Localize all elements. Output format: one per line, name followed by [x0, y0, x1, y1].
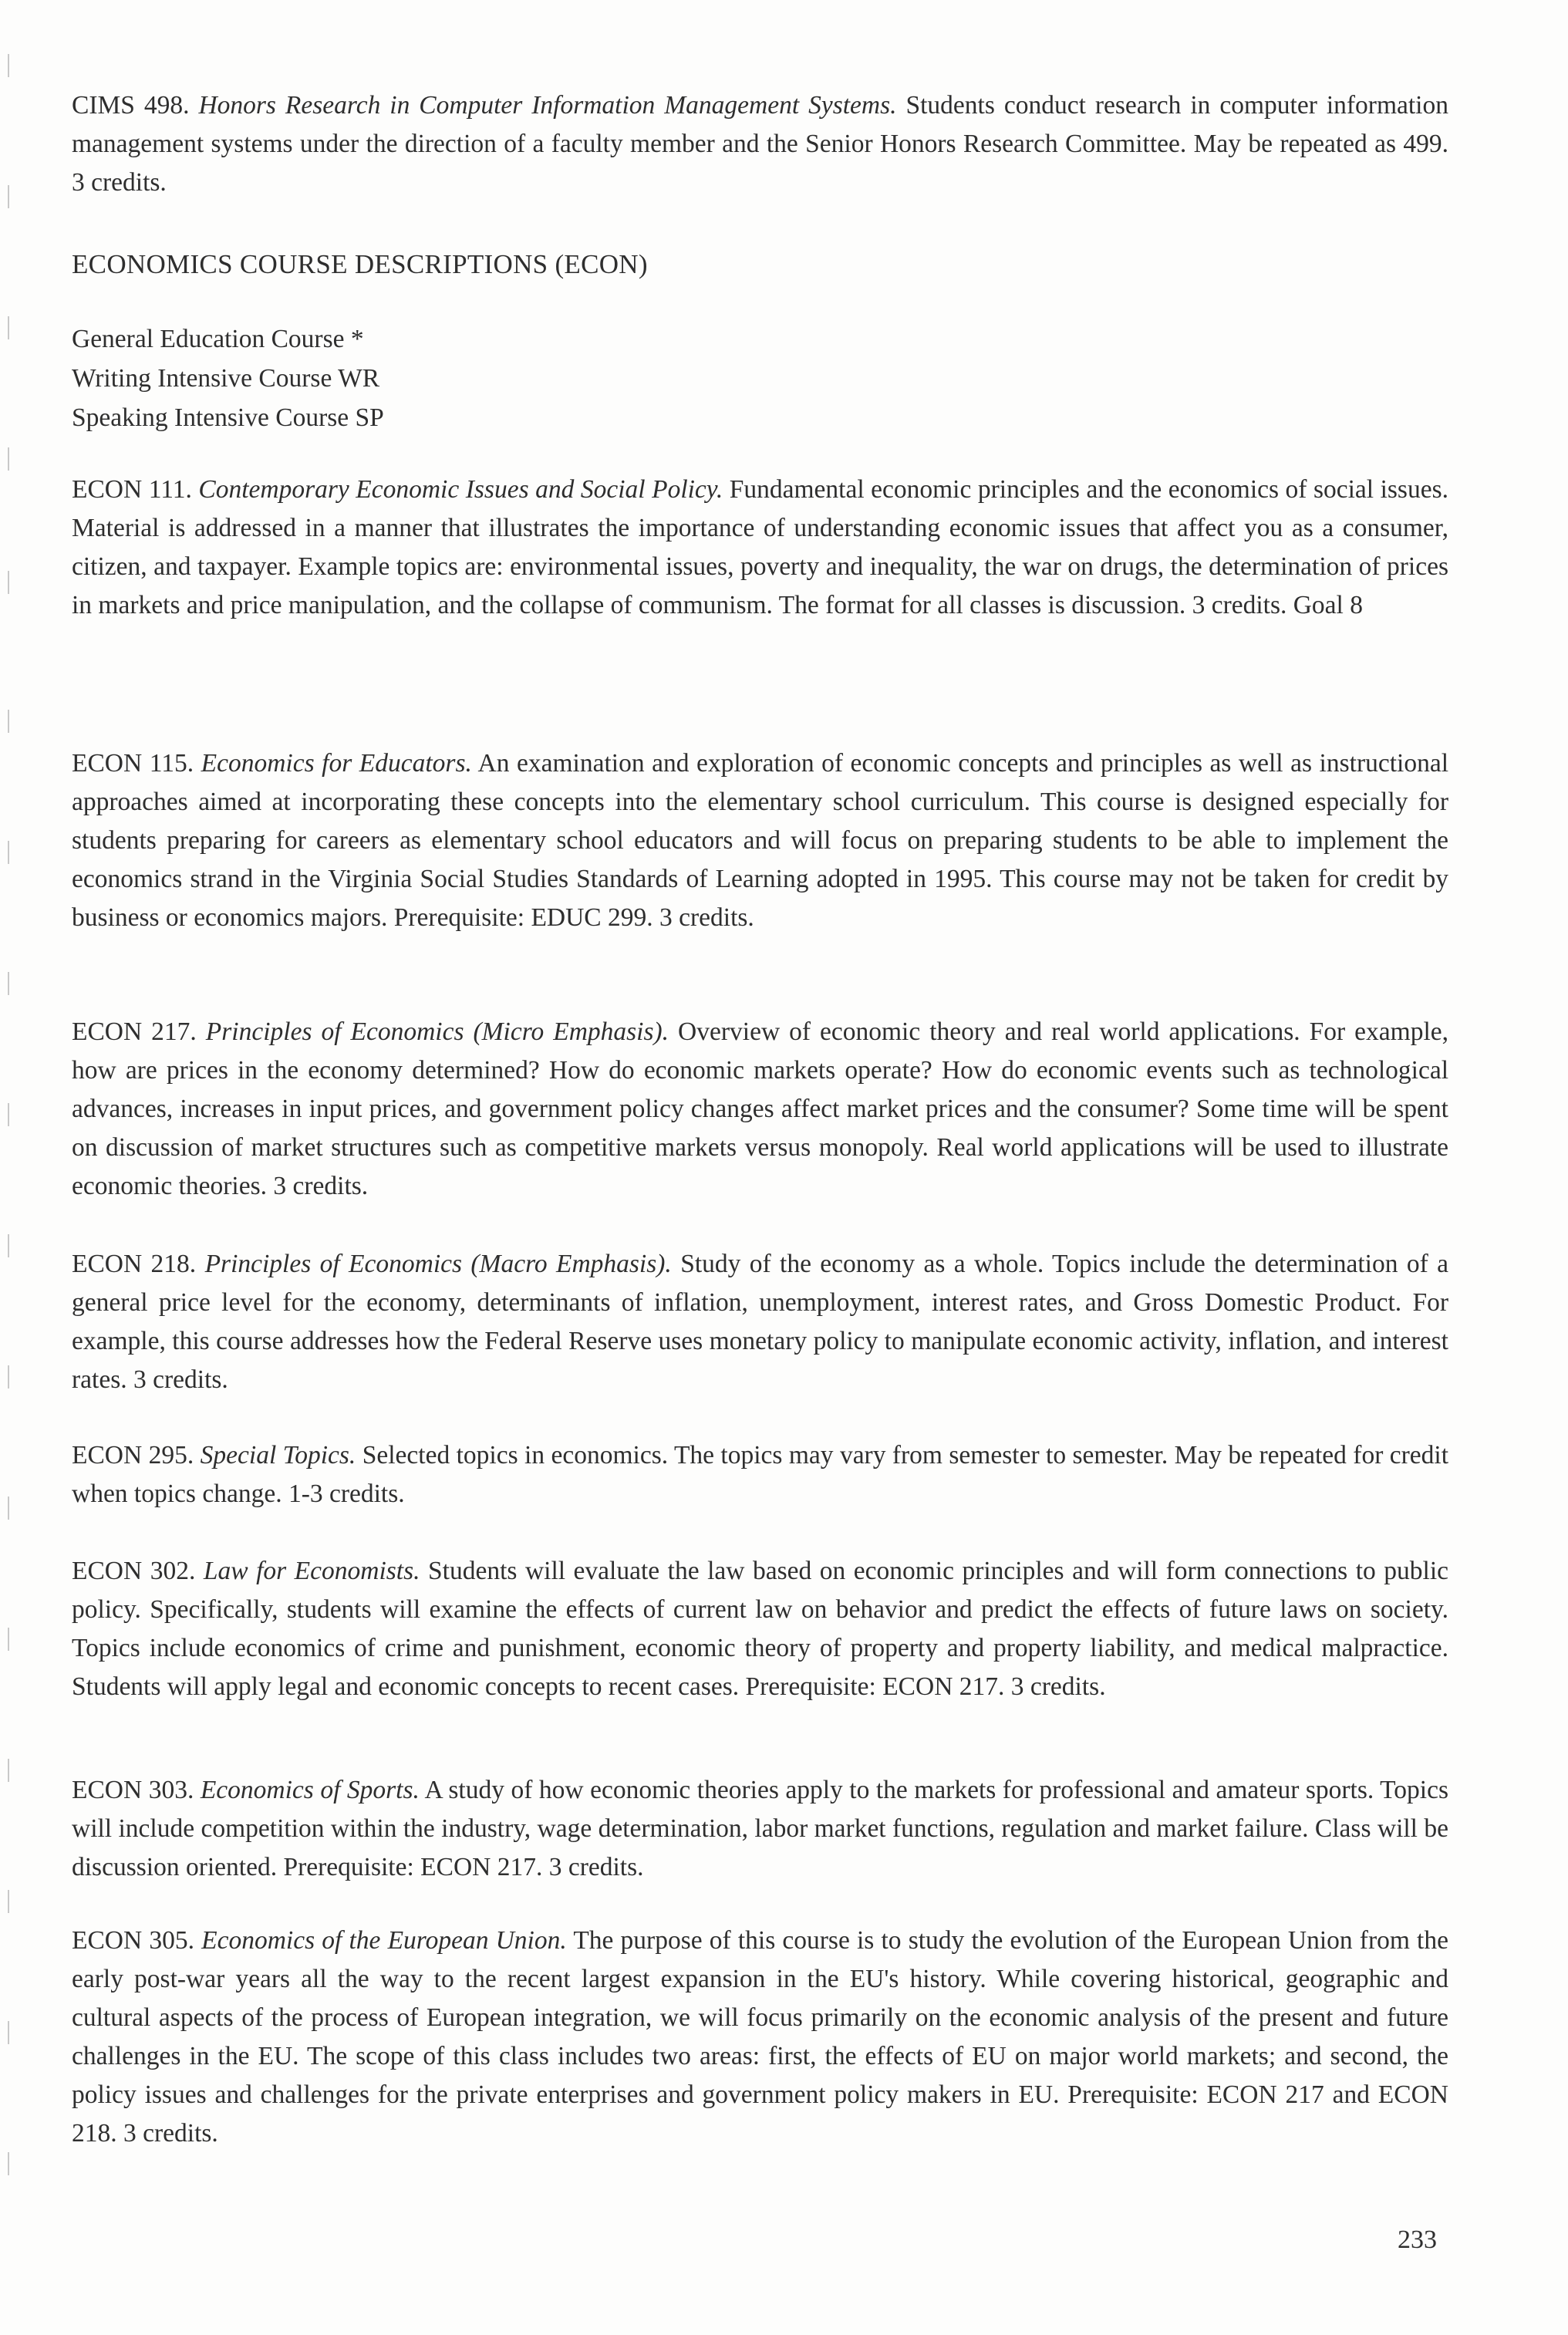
scan-gutter-mark — [8, 841, 9, 864]
scan-gutter-mark — [8, 2021, 9, 2044]
course-code: ECON 303. — [72, 1776, 194, 1804]
course-title: Principles of Economics (Macro Emphasis). — [204, 1250, 672, 1278]
scan-gutter-mark — [8, 972, 9, 995]
scan-gutter-mark — [8, 571, 9, 594]
course-code: ECON 111. — [72, 475, 192, 504]
course-entry-econ-295 — [72, 1436, 1448, 1513]
course-description: Overview of economic theory and real world applications. For example, how are prices in the economy determined? How do economic markets operate? How do economic events such as technological advances, increases in input prices, and government policy changes affect market prices and the consumer? Some time will be spent on discussion of market structures such as competitive markets versus monopoly. Real world applications will be used to illustrate economic theories. 3 credits. — [72, 1017, 1449, 1200]
course-title: Special Topics. — [200, 1441, 356, 1469]
course-entry-econ-303 — [72, 1771, 1448, 1887]
course-title: Law for Economists. — [203, 1557, 420, 1585]
course-title: Economics of the European Union. — [201, 1926, 567, 1955]
section-heading: ECONOMICS COURSE DESCRIPTIONS (ECON) — [72, 249, 648, 279]
course-title: Contemporary Economic Issues and Social Policy. — [198, 475, 723, 504]
legend-item-general-education: General Education Course * — [72, 325, 364, 353]
course-description: Students conduct research in computer information management systems under the direction of a faculty member and the Senior Honors Research Committee. May be repeated as 499. 3 credits. — [72, 91, 1448, 197]
scan-gutter-mark — [8, 1759, 9, 1782]
legend-item-writing-intensive: Writing Intensive Course WR — [72, 364, 380, 393]
course-entry-econ-115 — [72, 744, 1448, 937]
course-code: CIMS 498. — [72, 91, 190, 120]
course-code: ECON 218. — [72, 1250, 197, 1278]
course-description: A study of how economic theories apply to the markets for professional and amateur sports. Topics will include competition within the industry, wage determination, labor market functions, regulation and market failure. Class will be discussion oriented. Prerequisite: ECON 217. 3 credits. — [72, 1776, 1448, 1881]
scan-gutter-mark — [8, 710, 9, 733]
legend-item-speaking-intensive: Speaking Intensive Course SP — [72, 403, 384, 432]
course-entry-econ-111 — [72, 471, 1448, 625]
scan-gutter-mark — [8, 1628, 9, 1651]
course-entry-econ-217 — [72, 1013, 1448, 1206]
course-entry-econ-302 — [72, 1552, 1448, 1706]
course-code: ECON 305. — [72, 1926, 194, 1955]
course-title: Economics for Educators. — [201, 749, 472, 778]
course-description: Selected topics in economics. The topics may vary from semester to semester. May be repeated for credit when topics change. 1-3 credits. — [72, 1441, 1449, 1508]
page-number: 233 — [1398, 2225, 1437, 2254]
scan-gutter-mark — [8, 185, 9, 208]
course-code: ECON 217. — [72, 1017, 197, 1046]
course-title: Principles of Economics (Micro Emphasis). — [205, 1017, 669, 1046]
scan-gutter-mark — [8, 1496, 9, 1520]
course-legend — [72, 319, 384, 437]
course-entry-econ-218 — [72, 1245, 1448, 1399]
scan-gutter-mark — [8, 1365, 9, 1389]
course-code: ECON 302. — [72, 1557, 196, 1585]
scan-gutter-mark — [8, 1234, 9, 1257]
scan-gutter-mark — [8, 1890, 9, 1913]
course-title: Honors Research in Computer Information Management Systems. — [198, 91, 897, 120]
scan-gutter-mark — [8, 2152, 9, 2175]
course-entry-cims-498 — [72, 86, 1448, 202]
course-description: The purpose of this course is to study the evolution of the European Union from the early post-war years all the way to the recent largest expansion in the EU's history. While covering historical, geographic and cultural aspects of the process of European integration, we will focus primarily on the economic analysis of the present and future challenges in the EU. The scope of this class includes two areas: first, the effects of EU on major world markets; and second, the policy issues and challenges for the private enterprises and government policy makers in EU. Prerequisite: ECON 217 and ECON 218. 3 credits. — [72, 1926, 1448, 2148]
course-description: Fundamental economic principles and the economics of social issues. Material is addressed in a manner that illustrates the importance of understanding economic issues that affect you as a consumer, citizen, and taxpayer. Example topics are: environmental issues, poverty and inequality, the war on drugs, the determination of prices in markets and price manipulation, and the collapse of communism. The format for all classes is discussion. 3 credits. Goal 8 — [72, 475, 1449, 619]
scan-gutter-mark — [8, 447, 9, 471]
scan-gutter-mark — [8, 54, 9, 77]
course-description: Study of the economy as a whole. Topics include the determination of a general price level for the economy, determinants of inflation, unemployment, interest rates, and Gross Domestic Product. For example, this course addresses how the Federal Reserve uses monetary policy to manipulate economic activity, inflation, and interest rates. 3 credits. — [72, 1250, 1448, 1394]
course-description: An examination and exploration of economic concepts and principles as well as instructional approaches aimed at incorporating these concepts into the elementary school curriculum. This course is designed especially for students preparing for careers as elementary school educators and will focus on preparing students to be able to implement the economics strand in the Virginia Social Studies Standards of Learning adopted in 1995. This course may not be taken for credit by business or economics majors. Prerequisite: EDUC 299. 3 credits. — [72, 749, 1449, 932]
course-description: Students will evaluate the law based on economic principles and will form connections to public policy. Specifically, students will examine the effects of current law on behavior and predict the effects of future laws on society. Topics include economics of crime and punishment, economic theory of property and property liability, and medical malpractice. Students will apply legal and economic concepts to recent cases. Prerequisite: ECON 217. 3 credits. — [72, 1557, 1449, 1701]
course-entry-econ-305 — [72, 1922, 1448, 2153]
scan-gutter-mark — [8, 1103, 9, 1126]
course-code: ECON 295. — [72, 1441, 194, 1469]
course-title: Economics of Sports. — [200, 1776, 420, 1804]
course-code: ECON 115. — [72, 749, 194, 778]
scan-gutter-mark — [8, 316, 9, 339]
